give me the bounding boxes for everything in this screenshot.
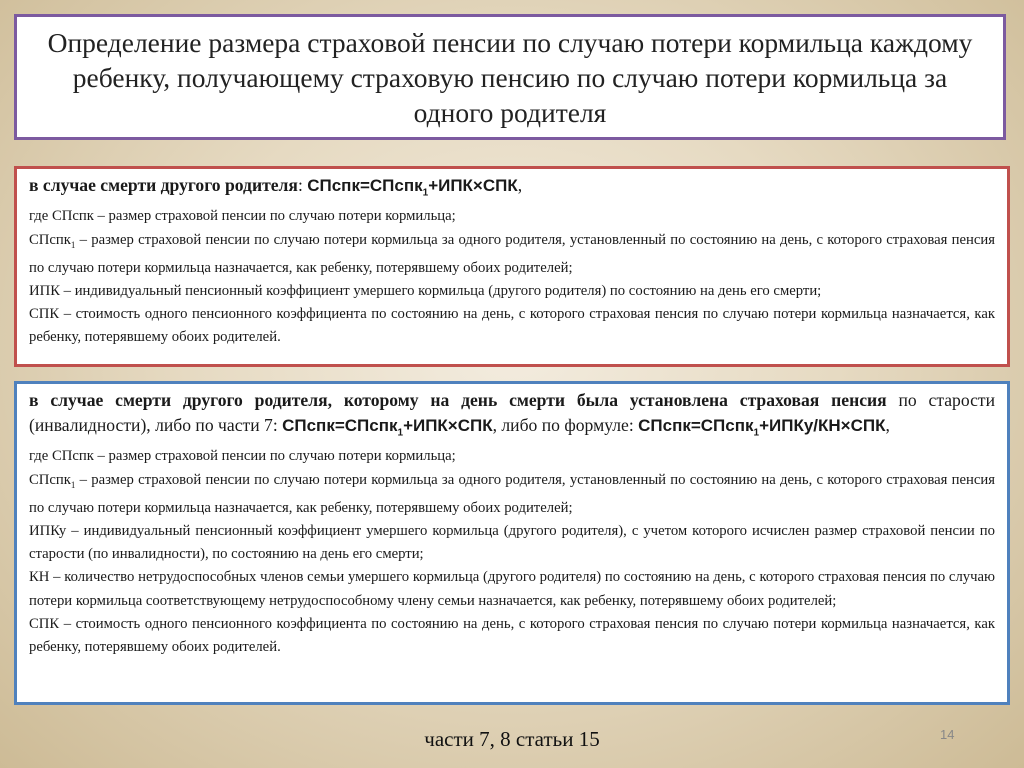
case-one-condition: в случае смерти другого родителя [29,175,298,195]
formula-part: +ИПКу/КН×СПК [759,416,886,435]
definition-spspk: где СПспк – размер страховой пенсии по случаю потери кормильца; [29,208,456,225]
law-reference-caption: части 7, 8 статьи 15 [424,727,600,751]
formula-part: СПспк=СПспк [282,416,398,435]
formula-subscript: 1 [422,187,429,199]
case-one-lead [29,173,995,205]
case-two-box [14,381,1010,705]
page-number: 14 [940,727,955,742]
case-one-colon: : [297,175,308,195]
case-two-condition: в случае смерти другого родителя, которому на день смерти была установлена страховая пенсия [29,390,887,410]
definition-subscript: 1 [70,479,76,490]
definition-ipku: ИПКу – индивидуальный пенсионный коэффициент умершего кормильца (другого родителя), с учетом которого исчислен размер страховой пенсии по старости (по инвалидности), по состоянию на день его смерти; [29,522,995,563]
case-two-lead [29,388,995,445]
definition-spk: СПК – стоимость одного пенсионного коэффициента по состоянию на день, с которого страховая пенсия по случаю потери кормильца назначается, как ребенку, потерявшему обоих родителей. [29,306,995,346]
definition-spspk1 [29,469,995,520]
slide-title [14,14,1006,140]
case-two-formula-two [638,416,886,439]
case-two-end: , [885,415,890,435]
definition-text: – размер страховой пенсии по случаю потери кормильца за одного родителя, установленный по состоянию на день, с которого страховая пенсия по случаю потери кормильца назначается, как ребенку, потерявшему обоих родителей; [29,231,995,276]
definition-spk: СПК – стоимость одного пенсионного коэффициента по состоянию на день, с которого страховая пенсия по случаю потери кормильца назначается, как ребенку, потерявшему обоих родителей. [29,615,995,655]
definition-ipk: ИПК – индивидуальный пенсионный коэффициент умершего кормильца (другого родителя) по состоянию на день его смерти; [29,282,822,299]
formula-part: +ИПК×СПК [428,176,518,195]
slide-title-text: Определение размера страховой пенсии по случаю потери кормильца каждому ребенку, получающему страховую пенсию по случаю потери кормильца за одного родителя [47,26,973,128]
case-one-formula [307,176,518,199]
case-two-formula-one [282,416,493,439]
definition-text: – размер страховой пенсии по случаю потери кормильца за одного родителя, установленный по состоянию на день, с которого страховая пенсия по случаю потери кормильца назначается, как ребенку, потерявшему обоих родителей; [29,471,995,516]
formula-subscript: 1 [753,427,760,439]
definition-spspk1 [29,229,995,280]
formula-part: +ИПК×СПК [403,416,493,435]
case-one-box [14,166,1010,367]
definition-term: СПспк [29,471,71,488]
definition-subscript: 1 [70,239,76,250]
formula-part: СПспк=СПспк [638,416,754,435]
case-one-end: , [517,175,523,195]
definition-spspk: где СПспк – размер страховой пенсии по случаю потери кормильца; [29,448,456,465]
formula-subscript: 1 [397,427,404,439]
case-two-text: , либо по формуле: [492,415,639,435]
case-two-text: по старости (инвалидности), либо по части 7: [29,390,995,435]
formula-part: СПспк=СПспк [307,176,423,195]
definition-term: СПспк [29,231,71,248]
definition-kn: КН – количество нетрудоспособных членов семьи умершего кормильца (другого родителя) по состоянию на день, с которого страховая пенсия по случаю потери кормильца соответствующему нетрудоспособному члену семьи назначается, как ребенку, потерявшему обоих родителей; [29,569,995,609]
